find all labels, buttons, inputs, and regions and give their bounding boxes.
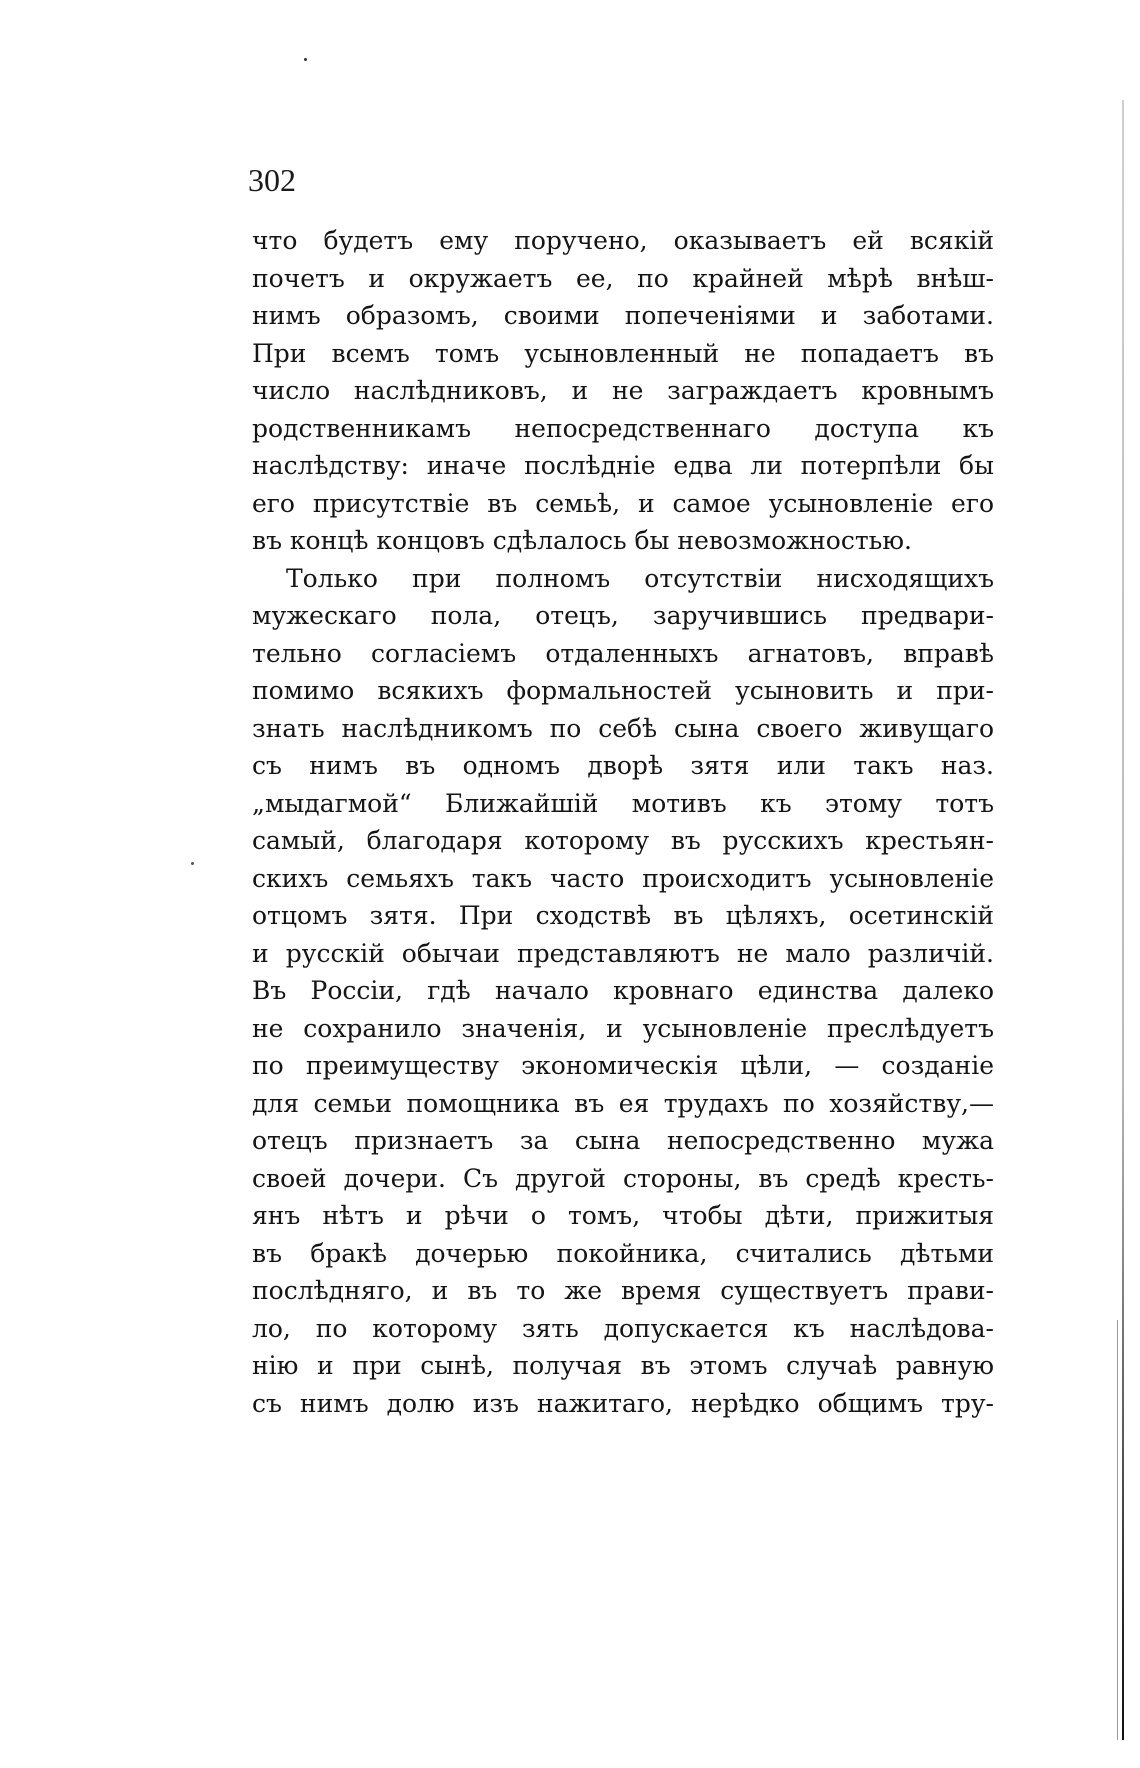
paragraph-end-line: въ концѣ концовъ сдѣлалось бы невозможностью. xyxy=(252,526,912,555)
text-line: съ нимъ въ одномъ дворѣ зятя или такъ наз. xyxy=(252,751,994,780)
page-number: 302 xyxy=(248,162,296,198)
text-line: отцомъ зятя. При сходствѣ въ цѣляхъ, осетинскій xyxy=(252,901,994,930)
text-line: своей дочери. Съ другой стороны, въ средѣ кресть- xyxy=(252,1163,994,1193)
text-line: При всемъ томъ усыновленный не попадаетъ въ xyxy=(252,338,994,368)
text-line: самый, благодаря которому въ русскихъ крестьян- xyxy=(252,826,994,855)
text-line: нію и при сынѣ, получая въ этомъ случаѣ равную xyxy=(252,1351,994,1380)
text-line: наслѣдству: иначе послѣдніе едва ли потерпѣли бы xyxy=(252,451,994,480)
text-line: по преимуществу экономическія цѣли, — созданіе xyxy=(252,1051,994,1080)
text-line: родственникамъ непосредственнаго доступа къ xyxy=(252,413,994,443)
text-line: „мыдагмой“ Ближайшій мотивъ къ этому тотъ xyxy=(252,788,994,818)
text-line: его присутствіе въ семьѣ, и самое усыновленіе его xyxy=(252,488,994,518)
body-text xyxy=(252,222,994,1422)
text-line: почетъ и окружаетъ ее, по крайней мѣрѣ внѣш- xyxy=(252,263,994,293)
text-line: скихъ семьяхъ такъ часто происходитъ усыновленіе xyxy=(252,863,994,893)
text-line: мужескаго пола, отецъ, заручившись предвари- xyxy=(252,601,994,630)
page-edge-shadow xyxy=(1122,100,1124,1740)
text-line: знать наслѣдникомъ по себѣ сына своего живущаго xyxy=(252,713,994,743)
page-edge-shadow xyxy=(1117,1320,1118,1740)
paragraph-start-line: Только при полномъ отсутствіи нисходящихъ xyxy=(286,563,994,593)
text-line: для семьи помощника въ ея трудахъ по хозяйству,— xyxy=(252,1088,994,1118)
text-line: Въ Россіи, гдѣ начало кровнаго единства далеко xyxy=(252,976,994,1005)
text-line: и русскій обычаи представляютъ не мало различій. xyxy=(252,938,994,968)
text-line: не сохранило значенія, и усыновленіе преслѣдуетъ xyxy=(252,1013,994,1043)
text-line: ло, по которому зять допускается къ наслѣдова- xyxy=(252,1313,994,1343)
text-line: отецъ признаетъ за сына непосредственно мужа xyxy=(252,1126,994,1155)
text-line: число наслѣдниковъ, и не заграждаетъ кровнымъ xyxy=(252,376,994,405)
scan-speck xyxy=(191,862,194,865)
text-line: помимо всякихъ формальностей усыновить и при- xyxy=(252,676,994,705)
text-line: янъ нѣтъ и рѣчи о томъ, чтобы дѣти, прижитыя xyxy=(252,1201,994,1230)
text-line: послѣдняго, и въ то же время существуетъ прави- xyxy=(252,1276,994,1305)
text-line: что будетъ ему поручено, оказываетъ ей всякій xyxy=(252,226,994,255)
text-line: съ нимъ долю изъ нажитаго, нерѣдко общимъ тру- xyxy=(252,1388,994,1418)
text-line: въ бракѣ дочерью покойника, считались дѣтьми xyxy=(252,1238,994,1268)
text-line: нимъ образомъ, своими попеченіями и заботами. xyxy=(252,301,994,330)
text-line: тельно согласіемъ отдаленныхъ агнатовъ, вправѣ xyxy=(252,638,994,668)
scan-speck xyxy=(304,58,307,61)
